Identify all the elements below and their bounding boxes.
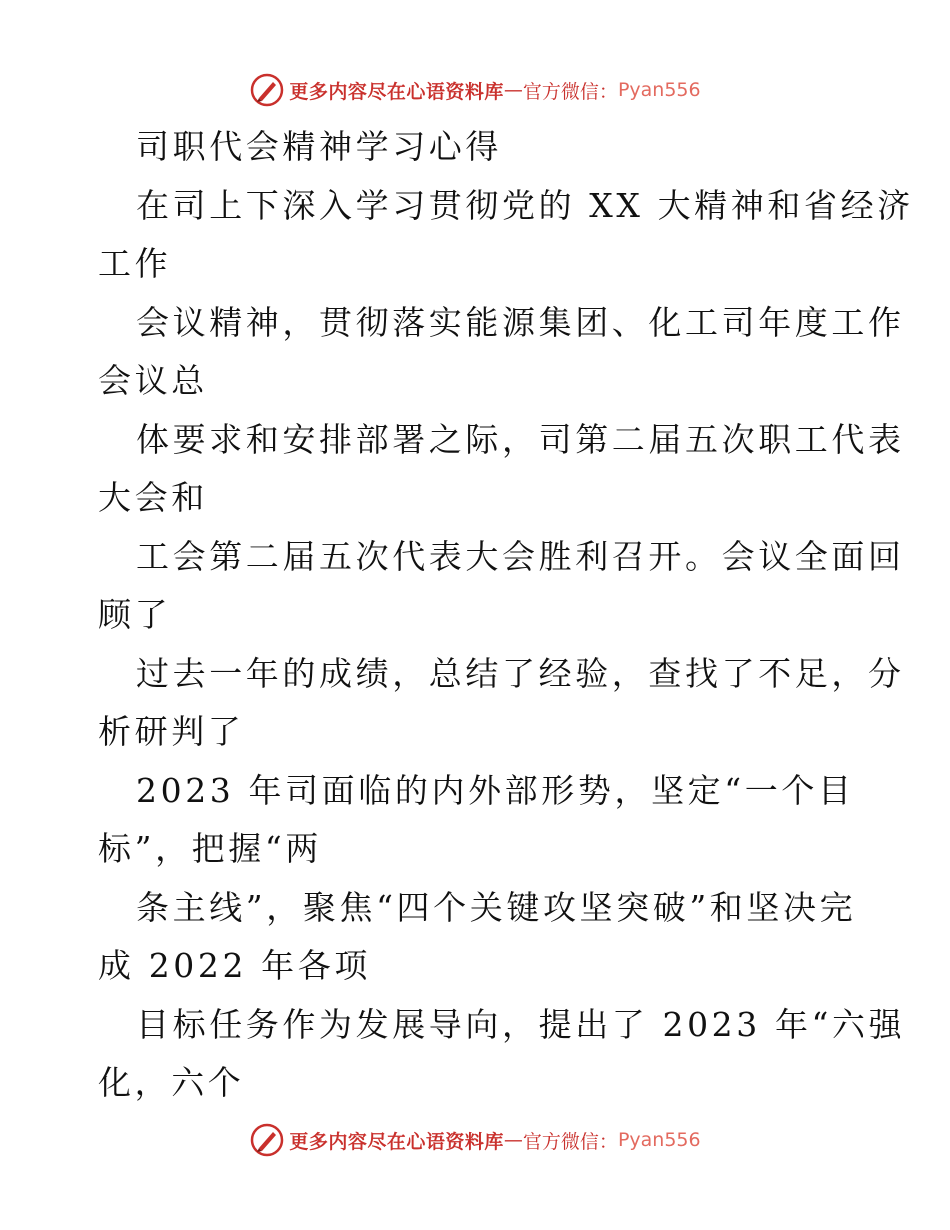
watermark-main-text: 更多内容尽在心语资料库: [289, 1130, 504, 1153]
pen-logo-icon: [249, 1122, 285, 1158]
watermark-dash: —: [503, 79, 523, 101]
body-line: 大会和: [98, 478, 208, 517]
footer-watermark: [0, 1120, 950, 1160]
body-line: 条主线”，聚焦“四个关键攻坚突破”和坚决完: [136, 887, 857, 927]
document-body: [98, 118, 914, 1113]
body-line: 工会第二届五次代表大会胜利召开。会议全面回: [136, 536, 905, 576]
body-line: 顾了: [98, 595, 172, 634]
header-watermark: [0, 70, 950, 110]
body-line: 体要求和安排部署之际，司第二届五次职工代表: [136, 419, 905, 459]
pen-logo-icon: [249, 72, 285, 108]
watermark-main-text: 更多内容尽在心语资料库: [289, 80, 504, 103]
body-line: 目标任务作为发展导向，提出了 2023 年“六强: [136, 1004, 906, 1044]
body-line: 会议总: [98, 361, 208, 400]
doc-title: 司职代会精神学习心得: [136, 127, 502, 166]
watermark-sub-text: 官方微信：: [522, 1130, 618, 1153]
body-line: 析研判了: [98, 712, 245, 751]
body-line: 工作: [98, 244, 172, 283]
body-line: 标”，把握“两: [98, 829, 322, 868]
watermark-id: Pyan556: [617, 1129, 701, 1151]
body-line: 化，六个: [98, 1063, 245, 1102]
body-line: 会议精神，贯彻落实能源集团、化工司年度工作: [136, 302, 905, 342]
body-line: 在司上下深入学习贯彻党的 XX 大精神和省经济: [136, 185, 914, 225]
watermark-sub-text: 官方微信：: [522, 80, 618, 103]
body-line: 2023 年司面临的内外部形势，坚定“一个目: [136, 770, 855, 810]
watermark-id: Pyan556: [617, 79, 701, 101]
watermark-dash: —: [503, 1129, 523, 1151]
body-line: 成 2022 年各项: [98, 946, 371, 985]
body-line: 过去一年的成绩，总结了经验，查找了不足，分: [136, 653, 905, 693]
